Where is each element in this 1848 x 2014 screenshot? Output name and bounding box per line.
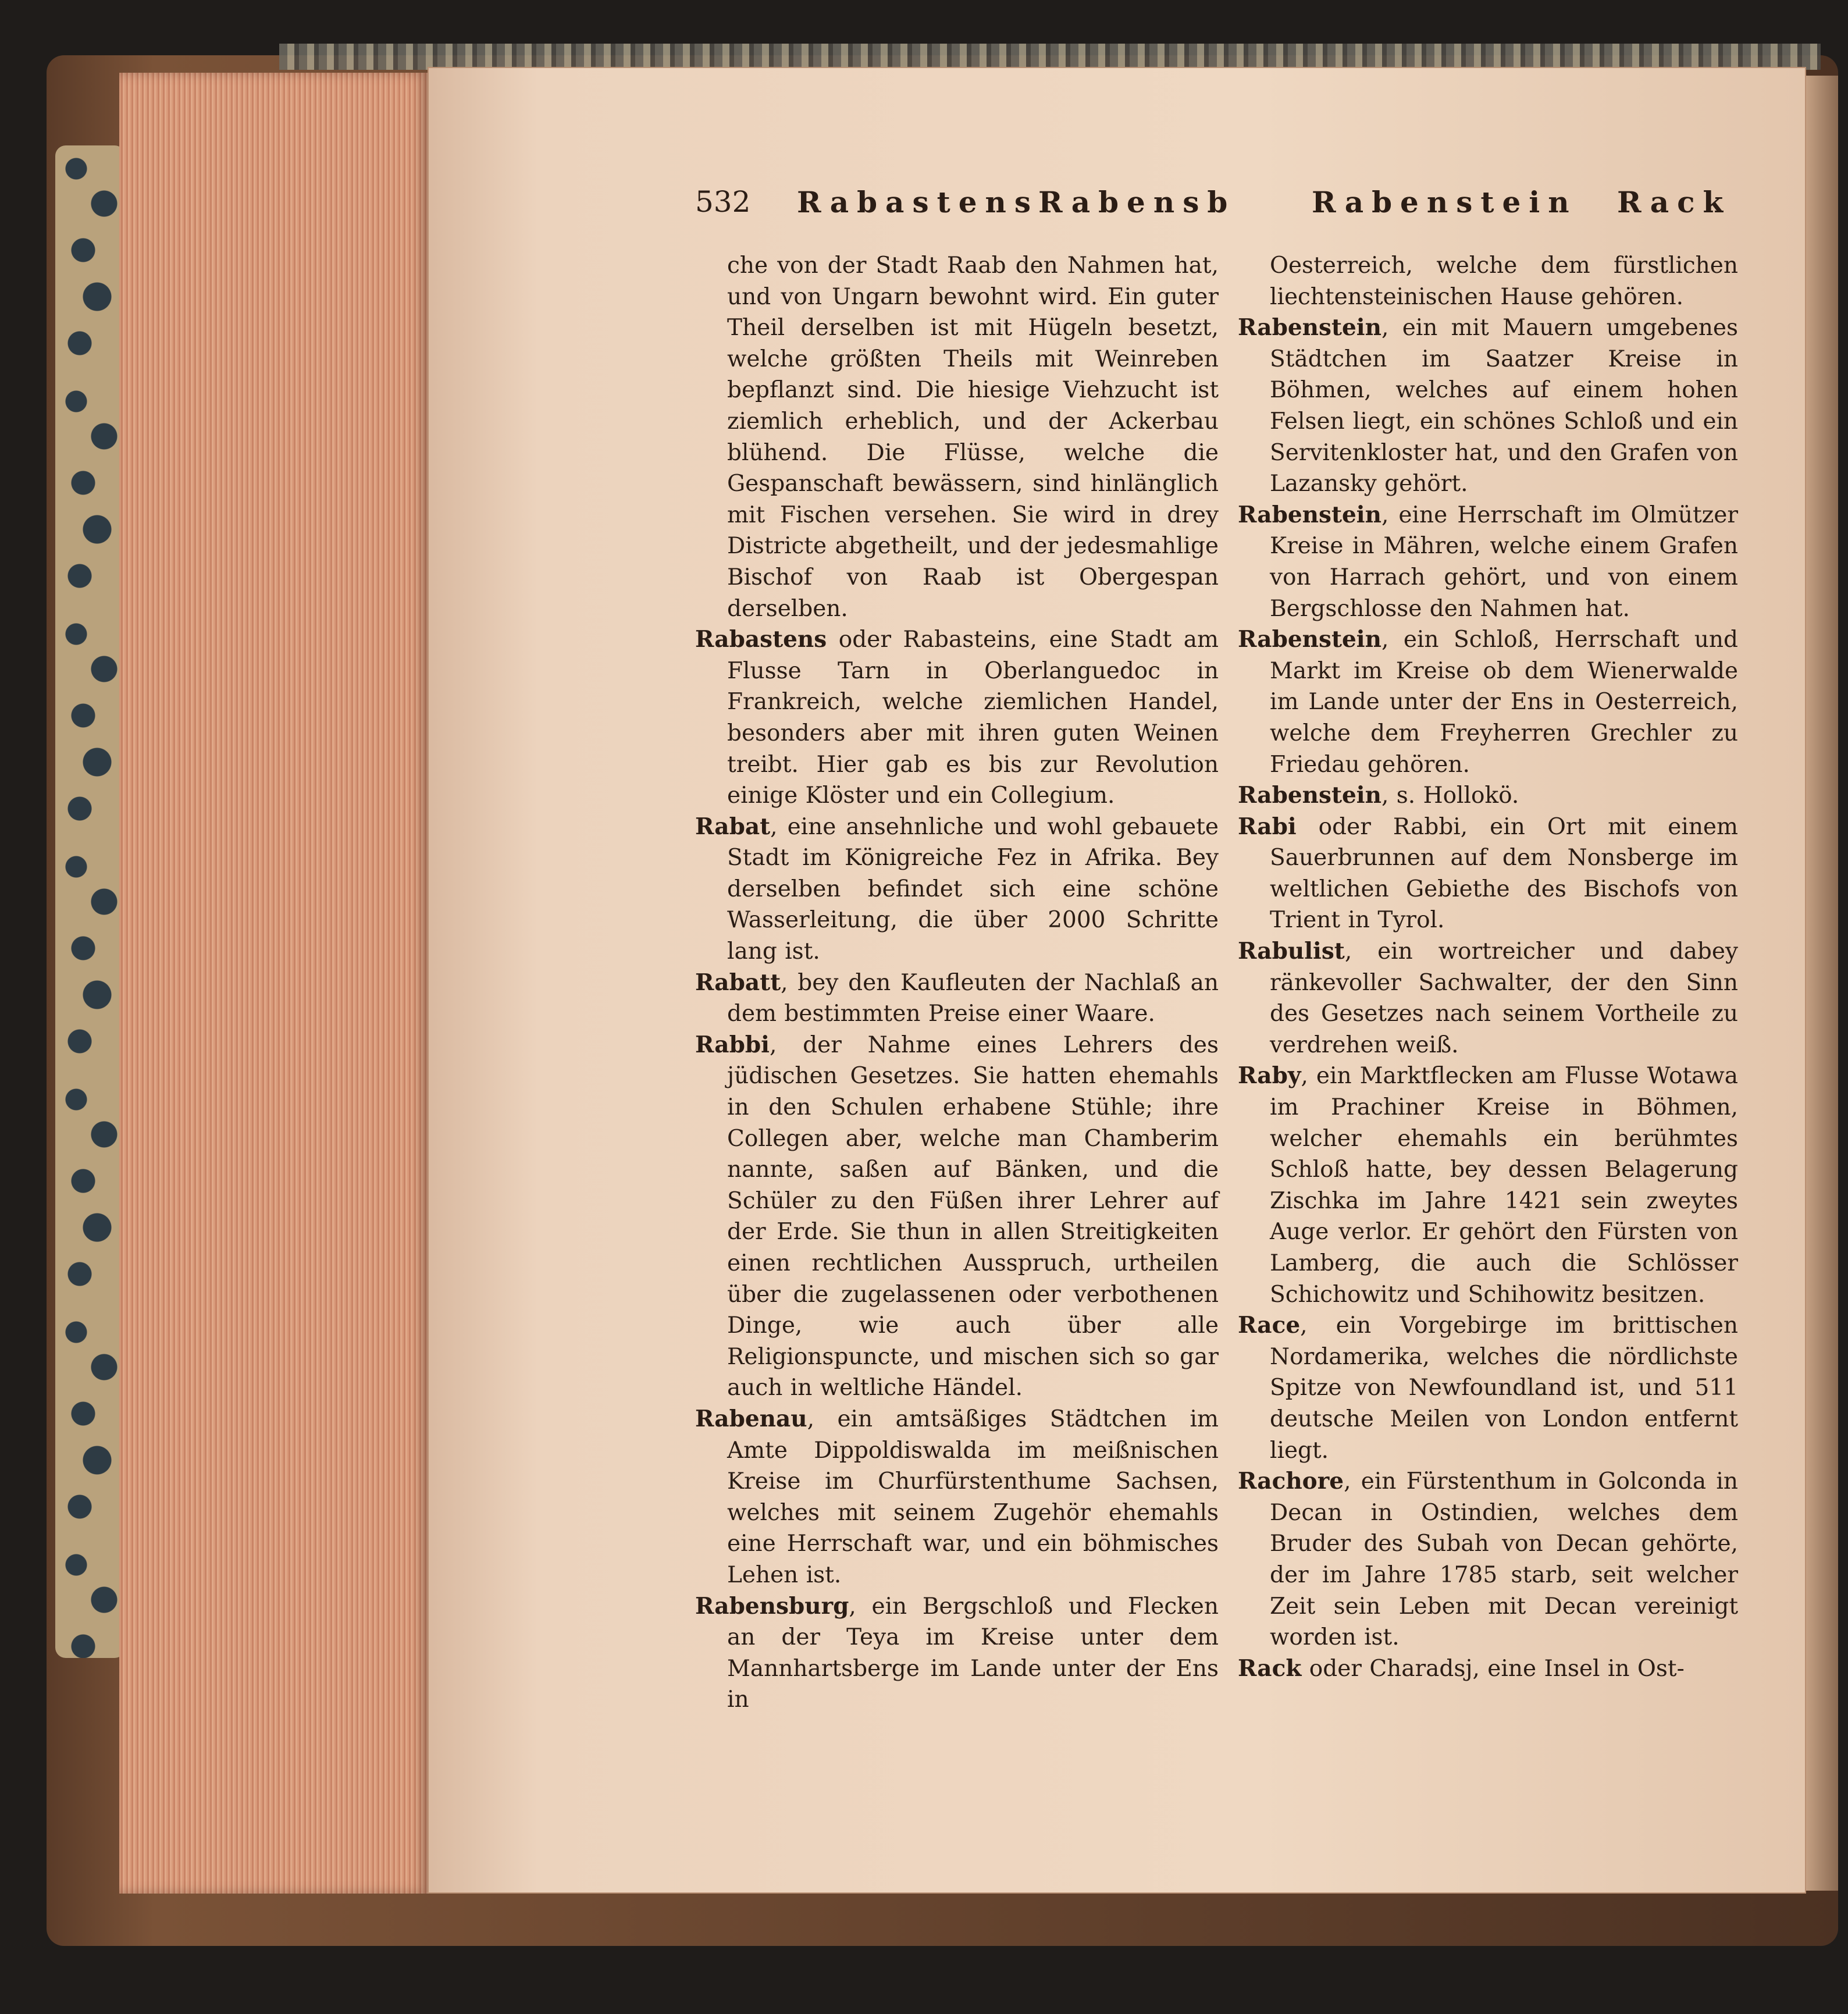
entry-headword: Rabensburg [695, 1592, 849, 1620]
entry-headword: Rabastens [695, 626, 827, 653]
dictionary-entry [1238, 1061, 1738, 1310]
dictionary-entry [1238, 812, 1738, 936]
entry-headword: Rack [1238, 1654, 1302, 1682]
page-number: 532 [695, 185, 751, 219]
entry-headword: Rabenstein [1238, 501, 1381, 528]
entry-text: , eine Herrschaft im Olmützer Kreise in Mähren, welche einem Grafen von Harrach gehört, und von einem Bergschlosse den Nahmen hat. [1270, 501, 1738, 622]
dictionary-entry [695, 624, 1219, 812]
dictionary-entry [695, 1030, 1219, 1404]
dictionary-entry [695, 812, 1219, 967]
headband [279, 44, 1821, 70]
dictionary-entry [1238, 1466, 1738, 1653]
entry-headword: Rabat [695, 813, 771, 840]
facing-page-edge [1806, 76, 1838, 1891]
dictionary-entry [695, 967, 1219, 1030]
continued-entry-text: Oesterreich, welche dem fürstlichen liechtensteinischen Hause gehören. [1270, 252, 1738, 310]
entry-text: oder Rabasteins, eine Stadt am Flusse Tarn in Oberlanguedoc in Frankreich, welche ziemlichen Handel, besonders aber mit ihren guten Weinen treibt. Hier gab es bis zur Revolution einige Klöster und ein Collegium. [727, 627, 1219, 809]
right-column [1238, 250, 1738, 1684]
running-head-keyword: Rabenstein [1312, 185, 1578, 219]
entry-text: , der Nahme eines Lehrers des jüdischen Gesetzes. Sie hatten ehemahls in den Schulen erhabene Stühle; ihre Collegen aber, welche man Chamberim nannte, saßen auf Bänken, und die Schüler zu den Füßen ihrer Lehrer auf der Erde. Sie thun in allen Streitigkeiten einen rechtlichen Ausspruch, urtheilen über die zugelassenen oder verbothenen Dinge, wie auch über alle Religionspuncte, und mischen sich so gar auch in weltliche Händel. [727, 1031, 1219, 1401]
entry-text: , ein Schloß, Herrschaft und Markt im Kreise ob dem Wienerwalde im Lande unter der Ens in Oesterreich, welche dem Freyherren Grechler zu Friedau gehören. [1270, 627, 1738, 778]
entry-headword: Rabbi [695, 1031, 770, 1058]
running-head-keyword: Rabensb [1038, 185, 1236, 219]
dictionary-entry [1238, 624, 1738, 780]
dictionary-entry [1238, 936, 1738, 1061]
entry-headword: Rabenau [695, 1405, 807, 1432]
dictionary-entry [695, 1404, 1219, 1591]
entry-text: , ein amtsäßiges Städtchen im Amte Dippoldiswalda im meißnischen Kreise im Churfürstenthume Sachsen, welches mit seinem Zugehör ehemahls eine Herrschaft war, und ein böhmisches Lehen ist. [727, 1405, 1219, 1588]
running-head-keyword: Rabastens [797, 185, 1039, 219]
dictionary-entry [1238, 312, 1738, 500]
entry-text: oder Rabbi, ein Ort mit einem Sauerbrunnen auf dem Nonsberge im weltlichen Gebiethe des Bischofs von Trient in Tyrol. [1270, 813, 1738, 934]
entry-headword: Race [1238, 1312, 1301, 1339]
entry-text: , s. Hollokö. [1381, 782, 1519, 809]
entry-text: , ein Vorgebirge im brittischen Nordamerika, welches die nördlichste Spitze von Newfoundland ist, und 511 deutsche Meilen von London entfernt liegt. [1270, 1312, 1738, 1464]
dictionary-entry [1238, 780, 1738, 812]
dictionary-entry [1238, 500, 1738, 624]
page-edges [119, 73, 428, 1894]
entry-headword: Rabenstein [1238, 314, 1381, 341]
entry-text: oder Charadsj, eine Insel in Ost- [1301, 1655, 1685, 1682]
entry-text: , ein Bergschloß und Flecken an der Teya im Kreise unter dem Mannhartsberge im Lande unter der Ens in [727, 1593, 1219, 1713]
entry-headword: Rabulist [1238, 938, 1345, 965]
entry-headword: Rabatt [695, 969, 781, 996]
entry-headword: Rabi [1238, 813, 1297, 840]
left-column [695, 250, 1219, 1716]
entry-text: , ein wortreicher und dabey ränkevoller Sachwalter, der den Sinn des Gesetzes nach seinem Vortheile zu verdrehen weiß. [1270, 938, 1738, 1058]
dictionary-entry [1238, 1653, 1738, 1685]
entry-text: , eine ansehnliche und wohl gebauete Stadt im Königreiche Fez in Afrika. Bey derselben befindet sich eine schöne Wasserleitung, die über 2000 Schritte lang ist. [727, 813, 1219, 965]
entry-headword: Raby [1238, 1062, 1301, 1090]
entry-text: , ein Fürstenthum in Golconda in Decan in Ostindien, welches dem Bruder des Subah von Decan gehörte, der im Jahre 1785 starb, seit welcher Zeit sein Leben mit Decan vereinigt worden ist. [1270, 1468, 1738, 1651]
entry-text: , ein mit Mauern umgebenes Städtchen im Saatzer Kreise in Böhmen, welches auf einem hohen Felsen liegt, ein schönes Schloß und ein Servitenkloster hat, und den Grafen von Lazansky gehört. [1270, 315, 1738, 497]
continued-entry-text: che von der Stadt Raab den Nahmen hat, und von Ungarn bewohnt wird. Ein guter Theil derselben ist mit Hügeln besetzt, welche größten Theils mit Weinreben bepflanzt sind. Die hiesige Viehzucht ist ziemlich erheblich, und der Ackerbau blühend. Die Flüsse, welche die Gespanschaft bewässern, sind hinlänglich mit Fischen versehen. Sie wird in drey Districte abgetheilt, und der jedesmahlige Bischof von Raab ist Obergespan derselben. [727, 252, 1219, 622]
dictionary-entry [695, 1591, 1219, 1716]
entry-text: , ein Marktflecken am Flusse Wotawa im Prachiner Kreise in Böhmen, welcher ehemahls ein berühmtes Schloß hatte, bey dessen Belagerung Zischka im Jahre 1421 sein zweytes Auge verlor. Er gehört den Fürsten von Lamberg, die auch die Schlösser Schichowitz und Schihowitz besitzen. [1270, 1063, 1738, 1308]
entry-text: , bey den Kaufleuten der Nachlaß an dem bestimmten Preise einer Waare. [727, 969, 1219, 1027]
entry-headword: Rabenstein [1238, 626, 1381, 653]
entry-headword: Rachore [1238, 1468, 1344, 1495]
running-head-keyword: Rack [1617, 185, 1732, 219]
dictionary-entry [1238, 1310, 1738, 1466]
entry-headword: Rabenstein [1238, 782, 1381, 809]
marbled-cover [55, 145, 125, 1658]
